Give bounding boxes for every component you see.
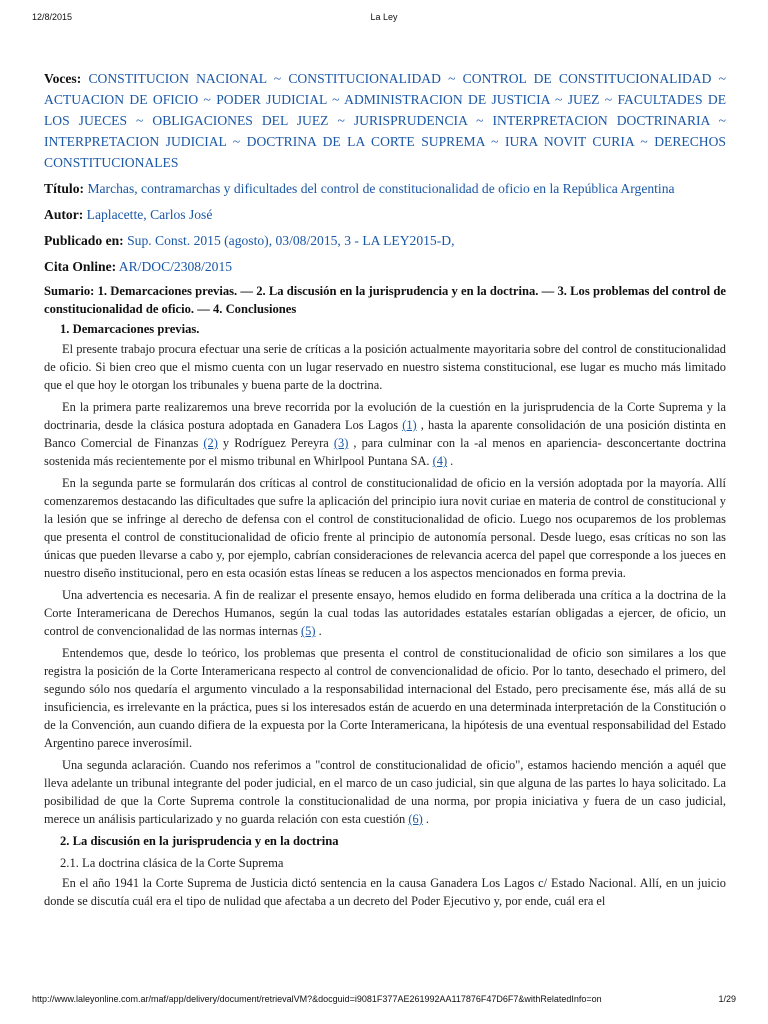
print-title: La Ley xyxy=(370,12,398,22)
voces-label: Voces: xyxy=(44,71,82,86)
print-date: 12/8/2015 xyxy=(32,12,73,22)
titulo-link[interactable]: Marchas, contramarchas y dificultades del control de constitucionalidad de oficio en la República Argentina xyxy=(87,181,675,196)
paragraph: Una advertencia es necesaria. A fin de realizar el presente ensayo, hemos eludido en forma deliberada una crítica a la doctrina de la Corte Interamericana de Derechos Humanos, según la cual todas las autoridades estatales estarían obligadas a ejercer, de oficio, un control de convencionalidad de las normas internas (5) . xyxy=(44,588,726,638)
print-header xyxy=(32,12,736,26)
paragraph: En la segunda parte se formularán dos críticas al control de constitucionalidad de oficio en la versión adoptada por la mayoría. Allí comenzaremos destacando las dificultades que sufre la aplicación del principio iura novit curiae en materia de control de constitucional y la lesión que se infringe al derecho de defensa con el control de constitucionalidad de oficio. Luego nos ocuparemos de los problemas que presenta el control de constitucionalidad de oficio frente al principio de autonomía personal. Desde luego, esas críticas no son las únicas que pueden llevarse a cabo y, por ejemplo, cabrían consideraciones de relevancia acerca del papel que corresponde a los jueces en nuestro diseño institucional, pero en esta ocasión estas líneas se reducen a los aspectos mencionados en forma previa. xyxy=(44,476,726,580)
footnote-link-2[interactable]: (2) xyxy=(203,436,218,450)
autor-row xyxy=(44,204,726,225)
footnote-link-1[interactable]: (1) xyxy=(402,418,417,432)
cita-link[interactable]: AR/DOC/2308/2015 xyxy=(118,259,233,274)
publicado-row xyxy=(44,230,726,251)
footnote-link-4[interactable]: (4) xyxy=(432,454,448,468)
section-1-heading: 1. Demarcaciones previas. xyxy=(60,322,200,336)
paragraph: El presente trabajo procura efectuar una serie de críticas a la posición actualmente mayoritaria sobre del control de constitucionalidad de oficio. Si bien creo que el mismo cuenta con un lugar reservado en nuestro sistema constitucional, ese lugar es mucho más limitado que el que hoy le otorgan los tribunales y buena parte de la doctrina. xyxy=(44,342,726,392)
paragraph: En la primera parte realizaremos una breve recorrida por la evolución de la cuestión en la jurisprudencia de la Corte Suprema y la doctrinaria, desde la clásica postura adoptada en Ganadera Los Lagos (1) , hasta la aparente consolidación de una posición distinta en Banco Comercial de Finanzas (2) y Rodríguez Pereyra (3) , para culminar con la -al menos en apariencia- desconcertante doctrina sostenida más recientemente por el mismo tribunal en Whirlpool Puntana SA. (4) . xyxy=(44,400,726,468)
cita-label: Cita Online: xyxy=(44,259,117,274)
section-2-heading: 2. La discusión en la jurisprudencia y en la doctrina xyxy=(60,834,339,848)
publicado-link[interactable]: Sup. Const. 2015 (agosto), 03/08/2015, 3 - LA LEY2015-D, xyxy=(127,233,455,248)
autor-label: Autor: xyxy=(44,207,84,222)
print-url: http://www.laleyonline.com.ar/maf/app/delivery/document/retrievalVM?&docguid=i9081F377AE261992AA117876F47D6F7&withRelatedInfo=on xyxy=(32,994,602,1004)
paragraph: En el año 1941 la Corte Suprema de Justicia dictó sentencia en la causa Ganadera Los Lagos c/ Estado Nacional. Allí, en un juicio donde se discutía cuál era el tipo de nulidad que afectaba a un decreto del Poder Ejecutivo y, por ende, cuál era el xyxy=(44,876,726,908)
document-body xyxy=(44,68,726,914)
footnote-link-5[interactable]: (5) xyxy=(301,624,316,638)
paragraph: Entendemos que, desde lo teórico, los problemas que presenta el control de constitucionalidad de oficio son similares a los que registra la posición de la Corte Interamericana respecto al control de convencionalidad de oficio. Por lo tanto, desechado el primero, del segundo sólo nos quedaría el argumento vinculado a la responsabilidad internacional del Estado, pero precisamente ése, más allá de su insuficiencia, es irrelevante en la práctica, pues si los interesados están de acuerdo en una determinada interpretación de la Constitución o de la Convención, aun cuando difiera de la expuesta por la Corte Interamericana, la hipótesis de una eventual responsabilidad del Estado Argentino parece inverosímil. xyxy=(44,646,726,750)
autor-link[interactable]: Laplacette, Carlos José xyxy=(86,207,213,222)
section-2-1-heading: 2.1. La doctrina clásica de la Corte Suprema xyxy=(60,856,284,870)
publicado-label: Publicado en: xyxy=(44,233,124,248)
footnote-link-3[interactable]: (3) xyxy=(333,436,349,450)
sumario: Sumario: 1. Demarcaciones previas. — 2. La discusión en la jurisprudencia y en la doctrina. — 3. Los problemas del control de constitucionalidad de oficio. — 4. Conclusiones xyxy=(44,284,726,316)
titulo-label: Título: xyxy=(44,181,85,196)
voces-links[interactable]: CONSTITUCION NACIONAL ~ CONSTITUCIONALIDAD ~ CONTROL DE CONSTITUCIONALIDAD ~ ACTUACION DE OFICIO ~ PODER JUDICIAL ~ ADMINISTRACION DE JUSTICIA ~ JUEZ ~ FACULTADES DE LOS JUECES ~ OBLIGACIONES DEL JUEZ ~ JURISPRUDENCIA ~ INTERPRETACION DOCTRINARIA ~ INTERPRETACION JUDICIAL ~ DOCTRINA DE LA CORTE SUPREMA ~ IURA NOVIT CURIA ~ DERECHOS CONSTITUCIONALES xyxy=(44,71,726,170)
footnote-link-6[interactable]: (6) xyxy=(408,812,423,826)
print-footer xyxy=(32,994,736,1008)
titulo-row xyxy=(44,178,726,199)
paragraph: Una segunda aclaración. Cuando nos referimos a "control de constitucionalidad de oficio", estamos haciendo mención a aquél que lleva adelante un tribunal integrante del poder judicial, en el marco de un caso judicial, sin que alguna de las partes lo haya solicitado. La posibilidad de que la Corte Suprema controle la constitucionalidad de una norma, por propia iniciativa y fuera de un caso judicial, merece un análisis particularizado y no guarda relación con esta cuestión (6) . xyxy=(44,758,726,826)
cita-row xyxy=(44,256,726,277)
page-number: 1/29 xyxy=(718,994,736,1004)
voces-row xyxy=(44,68,726,173)
